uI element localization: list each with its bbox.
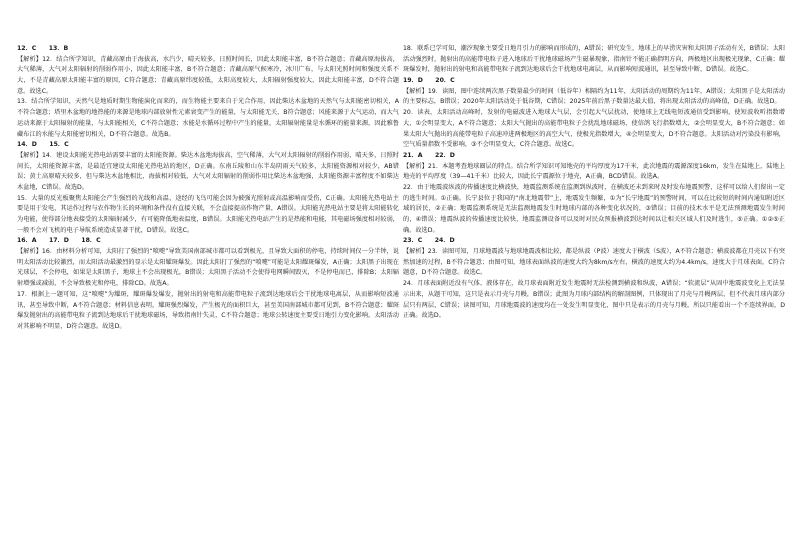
- explanation-paragraph: 【解析】19．读图，图中连续两次黑子数量最少的时间（低谷年）相隔约为11年，太阳活动的周期约为11年，A错误；太阳黑子是太阳活动的主要标志，B错误；2020年太阳活动处于低谷期，C错误；2025年前后黑子数量达最大值，将出现太阳活动的高峰值，D正确。故选D。: [403, 87, 785, 106]
- explanation-paragraph: 【解析】14．建设太阳能光热电站需要丰富的太阳能资源。柴达木盆地海拔高，空气稀薄，大气对太阳辐射的削弱作用弱，晴天多，日照时间长，太阳能资源丰富，是最适宜建设太阳能光热电站的地区，D正确。东南丘陵和山东半岛阴雨天气较多，太阳能资源相对较少，AB错误；黄土高原晴天较多，但与柴达木盆地相比，海拔相对较低，大气对太阳辐射的削弱作用比柴达木盆地强，太阳能资源丰富程度不如柴达木盆地，C错误。故选D。: [17, 151, 399, 191]
- answer-line: 21．A 22．D: [403, 151, 455, 159]
- answer-line: 12．C 13．B: [17, 45, 69, 52]
- explanation-paragraph: 【解析】16．由材料分析可知，太阳打了强烈的“喷嚏”导致美国南部城市都可以看到极光，且导致大面积的停电，持续时间仅一分半钟，说明太阳活动比较激烈，而太阳活动最激烈的显示是太阳耀斑爆发。因此太阳打了强烈的“喷嚏”可能是太阳耀斑爆发，A正确；太阳黑子出现在光球层，不会停电，如果是太阳黑子，地球上不会出现极光，B错误；太阳黑子活动不会使得电网瞬间毁灭，不是停电而已，排除B；太阳辐射增强或减弱，不会导致极光和停电，排除CD。故选A。: [17, 248, 399, 288]
- answer-line: 19．D 20．C: [403, 77, 455, 85]
- explanation-paragraph: 20．读表，太阳活动高峰时，发射的电磁波进入地球大气层，会引起大气层扰动，使地球上无线电短波通信受到影响，使短波收听指数增大，①会明显变大，A不符合题意；太阳大气抛出的高能带电粒子会扰乱地球磁场，使信鸽飞行指数增大，②会明显变大，B不符合题意；如果太阳大气抛出的高能带电粒子高速冲进两极地区的高空大气，使极光指数增大，④会明显变大，D不符合题意。太阳活动对污染没有影响，空气质量指数不受影响，③不会明显变大，C符合题意。故选C。: [403, 109, 785, 149]
- answer-line: 14．D 15．C: [17, 141, 69, 149]
- explanation-paragraph: 18．联系已学可知，潮汐现象主要受日地月引力的影响而形成的，A错误；研究发生，地球上的早涝灾害和太阳黑子活动有关，B错误；太阳活动强烈时，抛射出的高能带电粒子进入地球后干扰地球磁场产生磁暴现象，指南针不能正确指明方向，两极地区出现极光现象，C正确；耀斑爆发时，抛射出的射电和高能带电粒子流到达地球后会干扰地球电离层，从而影响短波通讯，甚至导致中断，D错误。故选C。: [403, 45, 785, 74]
- explanation-paragraph: 17．根据上一题可知，这“喷嚏”为耀斑，耀斑爆发爆发，抛射出的射电和高能带电粒子流到达地球后会干扰地球电离层，从而影响短波通讯，甚至导致中断，A不符合题意；材料信息表明，耀斑强烈爆发，产生极光的面积巨大，甚至美国南部城市都可见到，B不符合题意；耀斑爆发抛射出的高能带电粒子流到达地球后干扰地球磁场，导致指南针失灵，C不符合题意；地球公转速度主要受日地引力变化影响，太阳活动对其影响不明显，D符合题意。故选D。: [17, 290, 399, 330]
- explanation-paragraph: 【解析】23．读图可知，月球地震波与地球地震波相比较，都是纵波（P波）速度大于横波（S波），A不符合题意；横波波都在月壳以下有突然加速的过程，B不符合题意；由图可知，地球表面纵波的速度大约为8km/s左右，横波的速度大约为4.4km/s，速度大于月球表面，C符合题意，D不符合题意。故选C。: [403, 248, 785, 277]
- explanation-paragraph: 22．由于地震波纵波的传播速度比横波快，地震监测系统在监测到纵波时，在横波还未到来时及时发布地震预警，这样可以给人们留出一定的逃生时间。①正确。长宁县位于我国的“南北地震带”上，地震发生频繁，①为“长宁地震”的预警时间，可以在比较短的时间内通知附近区域的居民，②正确；地震监测系统是无法监测地震发生时地球内部的各种变化状况的，③错误；目前的技术水平是无法预测地震发生时间的，④错误；地震纵波的传播速度比较快，地震监测设备可以及时对民众预报横波到达时间以让相关区域人们及时逃生，⑤正确。①②⑤正确。故选D。: [403, 183, 785, 234]
- answer-line: 23．C 24．D: [403, 237, 455, 245]
- right-column: [403, 44, 785, 556]
- answer-line: 16．A 17．D 18．C: [17, 237, 101, 245]
- explanation-paragraph: 【解析】21．本题考查地球圈层的特点。结合所学知识可知地壳的平均厚度为17千米，此次地震的震源深度16km，发生在陆地上，陆地上地壳的平均厚度（39—41千米）比较大，因此长宁震源位于地壳，A正确，BCD错误。故选A。: [403, 162, 785, 181]
- explanation-paragraph: 24．月球表面附近没有气体、液体存在，故月球表面附近发生地震时无法检测到横波和纵波，A错误；“软流层”从固中地震波变化上无法显示出来，从题干可知，这只是表示月壳与月幔，B错误；此图为月球内部结构的解剖图例，只体现出了月壳与月幔两层，但不代表月球内部分层只有两层，C错误；读图可知，月球地震波的速度均在一处发生明显变化，图中只是表示的月壳与月幔，所以只能看出一个不连续界面，D正确。故选D。: [403, 280, 785, 320]
- explanation-paragraph: 【解析】12．结合所学知识，青藏高原由于海拔高，水汽少，晴天较多，日照时间长，因此太阳能丰富，B不符合题意；青藏高原海拔高，大气稀薄，大气对太阳辐射的削弱作用小，因此太阳能丰富，B不符合题意；青藏高原气候寒冷，冰川广布，与太阳光照时间和强度关系不大，不是青藏高原太阳能丰富的原因，C符合题意；青藏高原纬度较低，太阳高度较大，太阳辐射强度较大，因此太阳能丰富，D不符合题意。故选C。: [17, 55, 399, 95]
- explanation-paragraph: 13．结合所学知识，天然气是地质时期生物能演化而来的，而生物能主要来自于光合作用，因此柴达木盆地的天然气与太阳能密切相关，A不符合题意；塔里木盆地的地热能的来源是地球内部放射性元素衰变产生的能量，与太阳能无关，B符合题意；风能来源于大气运动，而大气运动来源于太阳辐射的能量，与太阳能相关，C不符合题意；水能是水循环过程中产生的能量，太阳辐射能量是水循环的能量来源，因此雅鲁藏布江的水能与太阳能密切相关，D不符合题意。故选B。: [17, 98, 399, 138]
- explanation-paragraph: 15．大量的反光板聚焦太阳能会产生强烈的光线和高温，途经的飞鸟可能会因为被强光照射或高温影响而受伤，C正确。太阳能光热电站主要是用于发电，其运作过程与农作物生长的环境和条件没有直接关联，不会直接提高作物产量，A错误。太阳能光热电站主要是将太阳能转化为电能，使得部分地表接受的太阳辐射减少，有可能降低地表温度，B错误。太阳能光热电站产生的是热能和电能，其电磁场强度相对较弱，一般不会对飞机的电子导航系统造成显著干扰，D错误。故选C。: [17, 194, 399, 234]
- left-column: [17, 44, 399, 556]
